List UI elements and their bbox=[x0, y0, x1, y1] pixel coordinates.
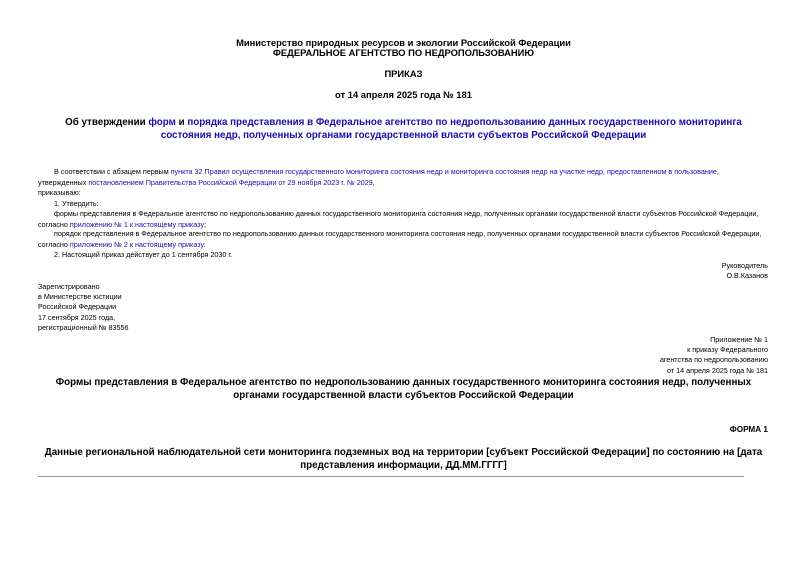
registration-line: регистрационный № 83556 bbox=[38, 323, 129, 332]
ministry-name: Министерство природных ресурсов и экологии Российской Федерации bbox=[236, 37, 571, 48]
registration-line: Российской Федерации bbox=[38, 302, 117, 311]
appendix-line: к приказу Федерального bbox=[687, 345, 768, 354]
order-text: порядок представления в Федеральное агентство по недропользованию данных государственного мониторинга состояния недр, полученных органами государственной власти субъектов Российской Федерации, согласно bbox=[38, 229, 762, 249]
form-label: ФОРМА 1 bbox=[729, 425, 768, 434]
registration-line: в Министерстве юстиции bbox=[38, 292, 122, 301]
title-link-order[interactable]: порядка представления в Федеральное агентство по недропользованию данных государственного мониторинга состояния недр, полученных органами государственной власти субъектов Российской Федерации bbox=[160, 117, 742, 141]
title-prefix: Об утверждении bbox=[65, 117, 149, 128]
item-forms bbox=[38, 209, 768, 230]
registration-line: Зарегистрировано bbox=[38, 282, 100, 291]
forms-text: формы представления в Федеральное агентство по недропользованию данных государственного мониторинга состояния недр, полученных органами государственной власти субъектов Российской Федерации, согласно bbox=[38, 209, 759, 229]
divider bbox=[38, 476, 744, 477]
title-middle: и bbox=[175, 117, 188, 128]
item-approve: 1. Утвердить: bbox=[54, 199, 99, 208]
signature-role: Руководитель bbox=[721, 261, 768, 270]
preamble-text2: , утвержденных bbox=[38, 167, 719, 187]
preamble-link-rules[interactable]: пункта 32 Правил осуществления государственного мониторинга состояния недр и мониторинга состояния недр на участке недр, предоставленном в пользование bbox=[170, 167, 717, 176]
appendix-line: Приложение № 1 bbox=[710, 335, 768, 344]
document-date-number: от 14 апреля 2025 года № 181 bbox=[335, 89, 472, 100]
appendix-line: агентства по недропользованию bbox=[659, 355, 768, 364]
form-title: Данные региональной наблюдательной сети мониторинга подземных вод на территории [субъект Российской Федерации] по состоянию на [дата представления информации, ДД.ММ.ГГГГ] bbox=[44, 447, 763, 471]
preamble-link-resolution[interactable]: постановлением Правительства Российской Федерации от 29 ноября 2023 г. № 2029 bbox=[88, 177, 373, 187]
document-type: ПРИКАЗ bbox=[384, 68, 423, 79]
document-title bbox=[45, 116, 762, 142]
signature-name: О.В.Казанов bbox=[726, 271, 768, 280]
order-end: . bbox=[203, 239, 206, 249]
registration-line: 17 сентября 2025 года, bbox=[38, 313, 116, 322]
item-validity: 2. Настоящий приказ действует до 1 сентября 2030 г. bbox=[54, 250, 233, 259]
title-link-forms[interactable]: форм bbox=[148, 117, 176, 128]
preamble-text1: В соответствии с абзацем первым bbox=[54, 167, 171, 176]
link-appendix-2[interactable]: приложению № 2 к настоящему приказу bbox=[69, 239, 204, 249]
item-order bbox=[38, 229, 768, 250]
preamble-paragraph bbox=[38, 167, 768, 188]
order-word: приказываю: bbox=[38, 188, 81, 197]
appendix-line: от 14 апреля 2025 года № 181 bbox=[666, 366, 768, 375]
forms-end: ; bbox=[204, 219, 207, 229]
agency-name: ФЕДЕРАЛЬНОЕ АГЕНТСТВО ПО НЕДРОПОЛЬЗОВАНИЮ bbox=[272, 47, 535, 58]
preamble-text3: , bbox=[372, 177, 375, 187]
link-appendix-1[interactable]: приложению № 1 к настоящему приказу bbox=[69, 219, 205, 229]
appendix-title: Формы представления в Федеральное агентство по недропользованию данных государственного мониторинга состояния недр, полученных органами государственной власти субъектов Российской Федерации bbox=[55, 377, 752, 401]
